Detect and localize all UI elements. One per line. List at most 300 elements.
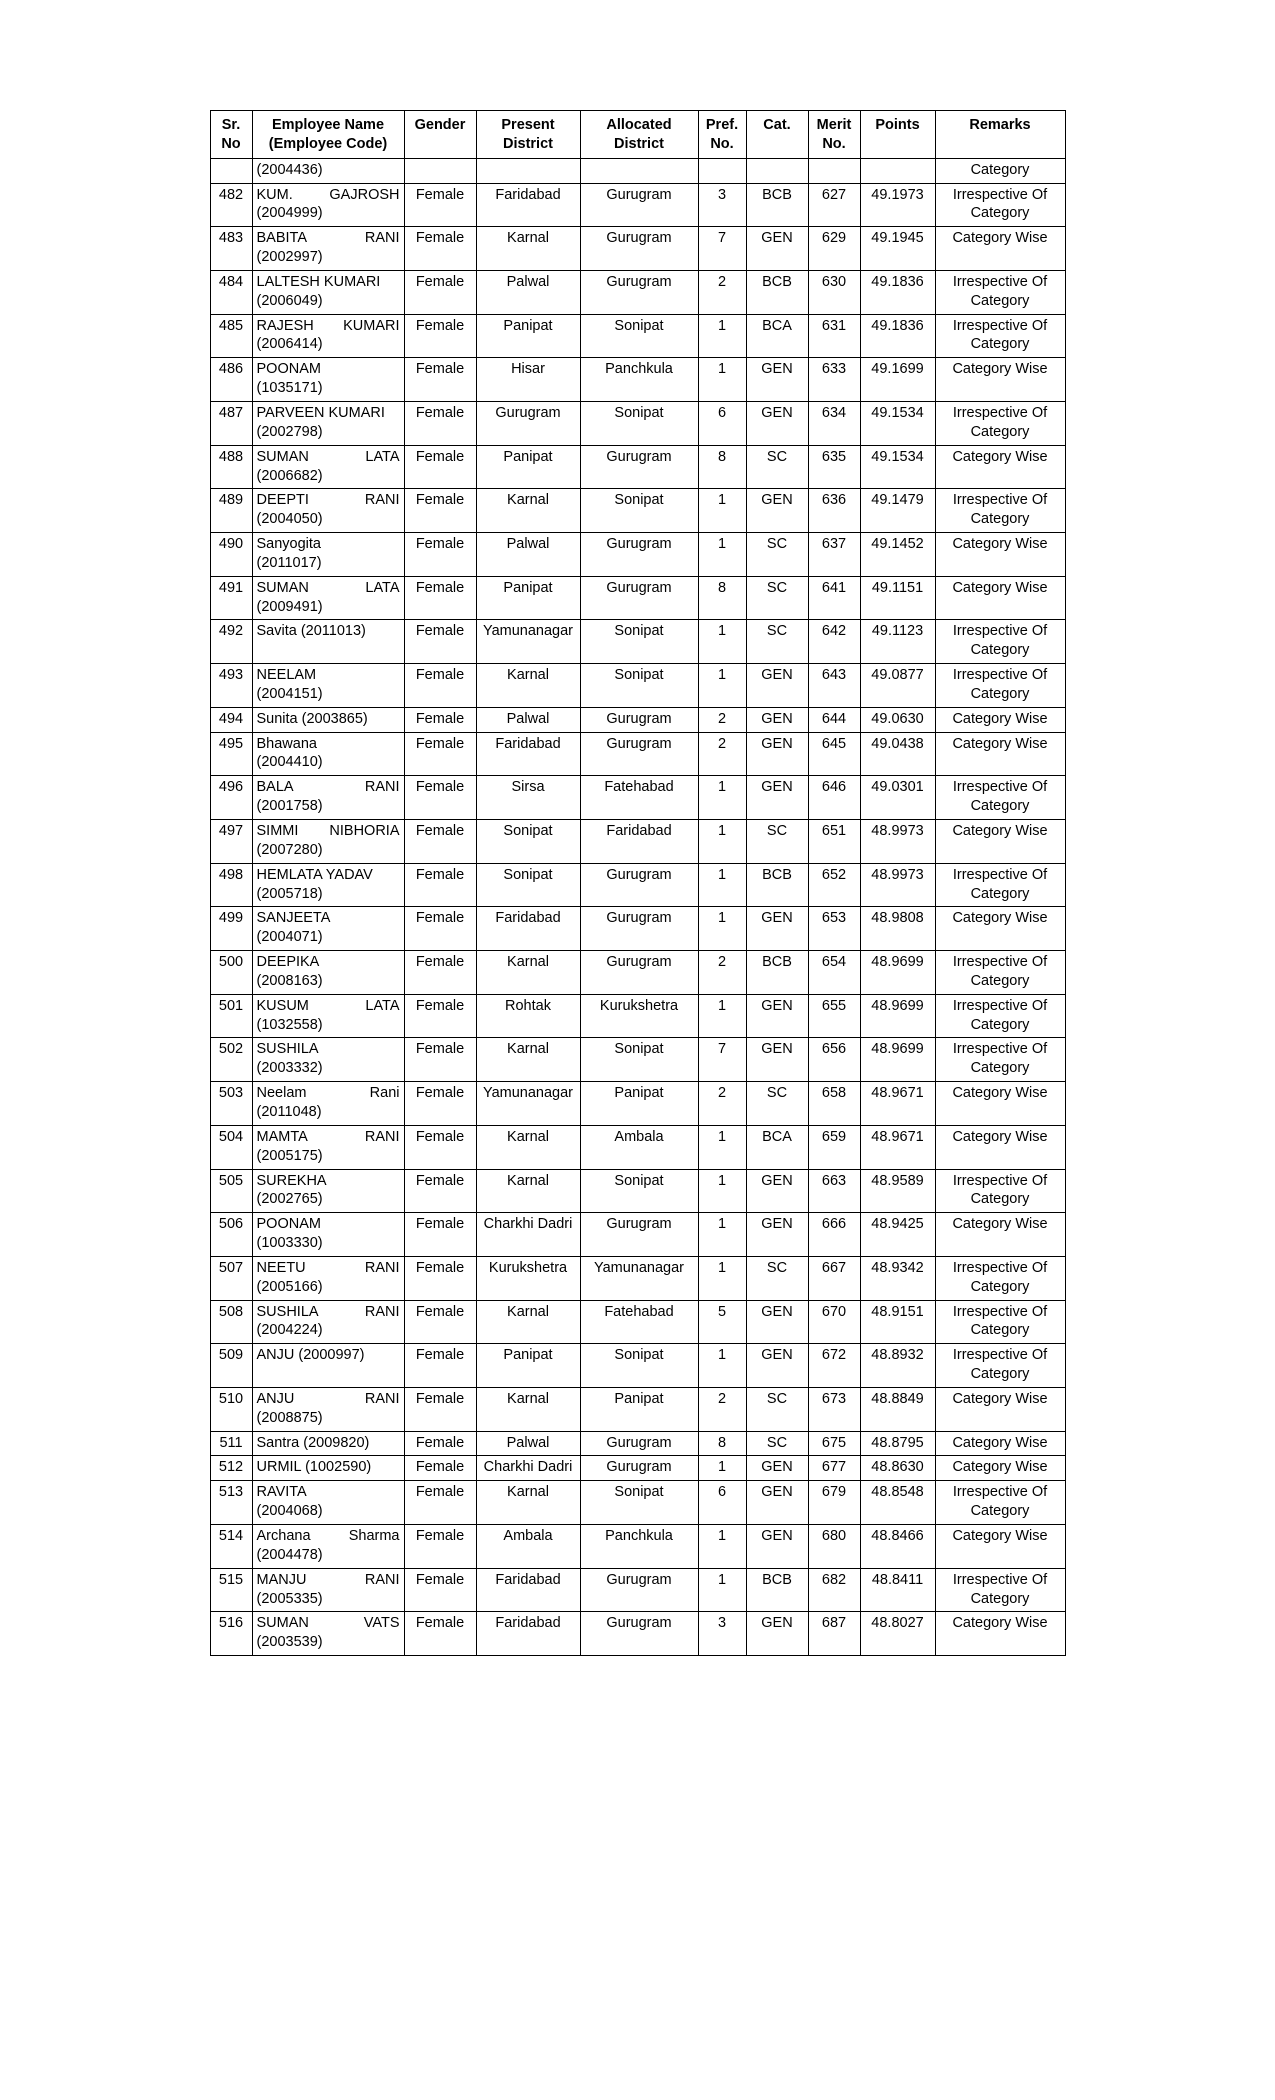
cell-remarks: Irrespective Of Category xyxy=(935,489,1065,533)
employee-code-text: (2005335) xyxy=(256,1590,323,1607)
cell-remarks: Category Wise xyxy=(935,707,1065,732)
cell-gender: Female xyxy=(404,1612,476,1656)
cell-sr-no: 485 xyxy=(210,314,252,358)
cell-gender: Female xyxy=(404,1568,476,1612)
table-row xyxy=(210,707,1065,732)
employee-name-text: SUSHILA xyxy=(256,1041,319,1058)
cell-merit-no: 673 xyxy=(808,1387,860,1431)
cell-allocated-district: Gurugram xyxy=(580,227,698,271)
table-row xyxy=(210,776,1065,820)
cell-gender: Female xyxy=(404,1125,476,1169)
cell-points: 48.8795 xyxy=(860,1431,935,1456)
cell-employee-name xyxy=(252,664,404,708)
cell-allocated-district: Sonipat xyxy=(580,1038,698,1082)
cell-gender: Female xyxy=(404,1169,476,1213)
cell-present-district xyxy=(476,158,580,183)
employee-code-text: (2004224) xyxy=(256,1322,323,1339)
cell-sr-no: 513 xyxy=(210,1481,252,1525)
cell-allocated-district: Sonipat xyxy=(580,489,698,533)
employee-name-text: SUMAN LATA xyxy=(256,579,400,596)
cell-points: 49.1452 xyxy=(860,533,935,577)
table-row xyxy=(210,1038,1065,1082)
cell-remarks: Category Wise xyxy=(935,820,1065,864)
merit-allotment-table xyxy=(210,110,1066,1656)
cell-remarks: Irrespective Of Category xyxy=(935,314,1065,358)
cell-merit-no: 679 xyxy=(808,1481,860,1525)
table-row xyxy=(210,994,1065,1038)
cell-cat: SC xyxy=(746,533,808,577)
cell-sr-no: 487 xyxy=(210,401,252,445)
employee-name-text: NEETU RANI xyxy=(256,1259,400,1276)
cell-present-district: Karnal xyxy=(476,951,580,995)
cell-allocated-district: Gurugram xyxy=(580,445,698,489)
cell-gender: Female xyxy=(404,1213,476,1257)
cell-merit-no: 663 xyxy=(808,1169,860,1213)
employee-name-text: ANJU (2000997) xyxy=(256,1347,365,1364)
cell-employee-name xyxy=(252,863,404,907)
cell-merit-no: 635 xyxy=(808,445,860,489)
table-row xyxy=(210,489,1065,533)
table-row xyxy=(210,1431,1065,1456)
cell-merit-no: 642 xyxy=(808,620,860,664)
cell-allocated-district: Gurugram xyxy=(580,732,698,776)
employee-code-text: (2006414) xyxy=(256,336,323,353)
cell-pref-no xyxy=(698,158,746,183)
cell-pref-no: 1 xyxy=(698,314,746,358)
cell-points: 48.9671 xyxy=(860,1082,935,1126)
cell-cat: GEN xyxy=(746,907,808,951)
column-header-gender xyxy=(404,111,476,159)
employee-name-text: URMIL (1002590) xyxy=(256,1459,372,1476)
cell-cat: SC xyxy=(746,620,808,664)
table-row xyxy=(210,1481,1065,1525)
cell-gender: Female xyxy=(404,1431,476,1456)
cell-employee-name xyxy=(252,1082,404,1126)
cell-allocated-district: Fatehabad xyxy=(580,1300,698,1344)
cell-sr-no: 490 xyxy=(210,533,252,577)
cell-remarks: Irrespective Of Category xyxy=(935,1169,1065,1213)
cell-merit-no: 667 xyxy=(808,1256,860,1300)
cell-cat: BCA xyxy=(746,1125,808,1169)
cell-points: 49.1945 xyxy=(860,227,935,271)
cell-allocated-district: Sonipat xyxy=(580,1481,698,1525)
cell-gender: Female xyxy=(404,664,476,708)
employee-name-text: MANJU RANI xyxy=(256,1571,400,1588)
cell-employee-name xyxy=(252,820,404,864)
cell-remarks: Category Wise xyxy=(935,445,1065,489)
table-row xyxy=(210,1612,1065,1656)
cell-sr-no: 516 xyxy=(210,1612,252,1656)
cell-gender: Female xyxy=(404,1387,476,1431)
employee-code-text: (2005175) xyxy=(256,1147,323,1164)
cell-pref-no: 1 xyxy=(698,1125,746,1169)
cell-pref-no: 1 xyxy=(698,1213,746,1257)
table-row xyxy=(210,620,1065,664)
cell-allocated-district: Yamunanagar xyxy=(580,1256,698,1300)
table-row xyxy=(210,1256,1065,1300)
cell-cat: SC xyxy=(746,445,808,489)
cell-present-district: Sirsa xyxy=(476,776,580,820)
cell-cat: SC xyxy=(746,1256,808,1300)
cell-remarks: Irrespective Of Category xyxy=(935,270,1065,314)
employee-name-text: BALA RANI xyxy=(256,779,400,796)
cell-remarks: Irrespective Of Category xyxy=(935,1300,1065,1344)
cell-present-district: Faridabad xyxy=(476,1612,580,1656)
cell-gender: Female xyxy=(404,227,476,271)
cell-employee-name xyxy=(252,1456,404,1481)
cell-points: 48.9699 xyxy=(860,1038,935,1082)
cell-pref-no: 2 xyxy=(698,951,746,995)
employee-code-text: (2002765) xyxy=(256,1191,323,1208)
cell-remarks: Irrespective Of Category xyxy=(935,994,1065,1038)
cell-points: 49.1534 xyxy=(860,401,935,445)
cell-sr-no: 488 xyxy=(210,445,252,489)
cell-merit-no: 654 xyxy=(808,951,860,995)
cell-allocated-district: Gurugram xyxy=(580,951,698,995)
cell-cat: GEN xyxy=(746,1612,808,1656)
cell-pref-no: 1 xyxy=(698,358,746,402)
cell-sr-no: 489 xyxy=(210,489,252,533)
cell-present-district: Panipat xyxy=(476,576,580,620)
cell-present-district: Palwal xyxy=(476,533,580,577)
table-row xyxy=(210,1125,1065,1169)
employee-code-text: (2006682) xyxy=(256,467,323,484)
employee-code-text: (2009491) xyxy=(256,598,323,615)
cell-present-district: Karnal xyxy=(476,1300,580,1344)
cell-points: 48.9699 xyxy=(860,994,935,1038)
column-header-points xyxy=(860,111,935,159)
cell-cat: BCB xyxy=(746,270,808,314)
cell-pref-no: 6 xyxy=(698,401,746,445)
cell-pref-no: 1 xyxy=(698,1568,746,1612)
column-header-present-district xyxy=(476,111,580,159)
cell-present-district: Panipat xyxy=(476,445,580,489)
column-header-remarks xyxy=(935,111,1065,159)
cell-allocated-district: Gurugram xyxy=(580,1568,698,1612)
cell-sr-no: 507 xyxy=(210,1256,252,1300)
cell-allocated-district: Kurukshetra xyxy=(580,994,698,1038)
table-row xyxy=(210,907,1065,951)
cell-remarks: Irrespective Of Category xyxy=(935,776,1065,820)
cell-present-district: Palwal xyxy=(476,707,580,732)
cell-points: 48.9151 xyxy=(860,1300,935,1344)
cell-merit-no: 637 xyxy=(808,533,860,577)
header-line-1: Present xyxy=(501,117,555,133)
header-line-2: No xyxy=(221,135,241,152)
cell-allocated-district: Sonipat xyxy=(580,664,698,708)
employee-name-text: PARVEEN KUMARI xyxy=(256,404,385,421)
cell-pref-no: 1 xyxy=(698,820,746,864)
header-line-2: (Employee Code) xyxy=(268,135,388,152)
cell-employee-name xyxy=(252,1213,404,1257)
cell-merit-no: 658 xyxy=(808,1082,860,1126)
header-line-2: District xyxy=(503,135,553,152)
cell-gender: Female xyxy=(404,1481,476,1525)
cell-sr-no xyxy=(210,158,252,183)
employee-name-text: HEMLATA YADAV xyxy=(256,866,373,883)
cell-sr-no: 515 xyxy=(210,1568,252,1612)
cell-present-district: Faridabad xyxy=(476,907,580,951)
cell-merit-no: 645 xyxy=(808,732,860,776)
cell-sr-no: 492 xyxy=(210,620,252,664)
cell-points: 49.1151 xyxy=(860,576,935,620)
cell-present-district: Sonipat xyxy=(476,863,580,907)
cell-cat: GEN xyxy=(746,1481,808,1525)
header-line-1: Employee Name xyxy=(271,117,385,133)
cell-points: 48.9342 xyxy=(860,1256,935,1300)
cell-employee-name xyxy=(252,1300,404,1344)
header-line-2: District xyxy=(614,135,664,152)
table-row xyxy=(210,1344,1065,1388)
cell-merit-no: 670 xyxy=(808,1300,860,1344)
cell-cat: GEN xyxy=(746,1300,808,1344)
cell-allocated-district: Sonipat xyxy=(580,1169,698,1213)
cell-cat: GEN xyxy=(746,358,808,402)
employee-name-text: Santra (2009820) xyxy=(256,1434,370,1451)
cell-remarks: Irrespective Of Category xyxy=(935,951,1065,995)
cell-allocated-district: Fatehabad xyxy=(580,776,698,820)
header-line-1: Pref. xyxy=(705,117,739,133)
cell-cat: BCB xyxy=(746,863,808,907)
cell-cat: GEN xyxy=(746,1344,808,1388)
cell-merit-no: 651 xyxy=(808,820,860,864)
employee-code-text: (1032558) xyxy=(256,1016,323,1033)
employee-code-text: (2004999) xyxy=(256,205,323,222)
cell-remarks: Irrespective Of Category xyxy=(935,1481,1065,1525)
cell-points: 48.8466 xyxy=(860,1525,935,1569)
employee-code-text: (2004436) xyxy=(256,161,323,178)
cell-pref-no: 1 xyxy=(698,776,746,820)
cell-employee-name xyxy=(252,1612,404,1656)
cell-sr-no: 509 xyxy=(210,1344,252,1388)
cell-sr-no: 500 xyxy=(210,951,252,995)
cell-allocated-district: Sonipat xyxy=(580,401,698,445)
cell-allocated-district: Sonipat xyxy=(580,314,698,358)
cell-pref-no: 8 xyxy=(698,445,746,489)
employee-name-text: Sunita (2003865) xyxy=(256,710,368,727)
cell-sr-no: 483 xyxy=(210,227,252,271)
cell-points: 49.1836 xyxy=(860,314,935,358)
table-row xyxy=(210,951,1065,995)
cell-cat: GEN xyxy=(746,1456,808,1481)
cell-sr-no: 508 xyxy=(210,1300,252,1344)
cell-allocated-district: Gurugram xyxy=(580,533,698,577)
cell-points: 48.8630 xyxy=(860,1456,935,1481)
cell-cat: GEN xyxy=(746,732,808,776)
cell-gender: Female xyxy=(404,732,476,776)
employee-name-text: BABITA RANI xyxy=(256,230,400,247)
cell-gender: Female xyxy=(404,951,476,995)
employee-name-text: SANJEETA xyxy=(256,910,331,927)
cell-cat: BCB xyxy=(746,183,808,227)
cell-remarks: Category Wise xyxy=(935,358,1065,402)
header-line-1: Cat. xyxy=(763,117,791,133)
column-header-employee-name xyxy=(252,111,404,159)
employee-name-text: ANJU RANI xyxy=(256,1390,400,1407)
cell-present-district: Karnal xyxy=(476,664,580,708)
cell-allocated-district: Ambala xyxy=(580,1125,698,1169)
header-line-1: Sr. xyxy=(221,117,241,133)
cell-points: 49.1534 xyxy=(860,445,935,489)
cell-present-district: Ambala xyxy=(476,1525,580,1569)
cell-remarks: Category Wise xyxy=(935,1525,1065,1569)
cell-remarks: Irrespective Of Category xyxy=(935,1344,1065,1388)
cell-employee-name xyxy=(252,1481,404,1525)
cell-present-district: Karnal xyxy=(476,1038,580,1082)
cell-cat: GEN xyxy=(746,994,808,1038)
cell-sr-no: 482 xyxy=(210,183,252,227)
table-row xyxy=(210,732,1065,776)
employee-code-text: (2004071) xyxy=(256,929,323,946)
cell-pref-no: 2 xyxy=(698,732,746,776)
cell-remarks: Category Wise xyxy=(935,576,1065,620)
column-header-pref-no xyxy=(698,111,746,159)
cell-cat: SC xyxy=(746,1387,808,1431)
cell-cat: GEN xyxy=(746,1169,808,1213)
cell-employee-name xyxy=(252,1344,404,1388)
cell-allocated-district: Gurugram xyxy=(580,1431,698,1456)
cell-allocated-district: Gurugram xyxy=(580,270,698,314)
cell-merit-no: 633 xyxy=(808,358,860,402)
cell-gender: Female xyxy=(404,576,476,620)
cell-merit-no: 682 xyxy=(808,1568,860,1612)
cell-employee-name xyxy=(252,1431,404,1456)
cell-pref-no: 6 xyxy=(698,1481,746,1525)
cell-sr-no: 503 xyxy=(210,1082,252,1126)
cell-present-district: Faridabad xyxy=(476,183,580,227)
cell-employee-name xyxy=(252,1525,404,1569)
cell-sr-no: 506 xyxy=(210,1213,252,1257)
cell-sr-no: 510 xyxy=(210,1387,252,1431)
cell-present-district: Karnal xyxy=(476,1125,580,1169)
cell-employee-name xyxy=(252,358,404,402)
cell-points: 49.0301 xyxy=(860,776,935,820)
cell-points: 48.9699 xyxy=(860,951,935,995)
cell-merit-no: 652 xyxy=(808,863,860,907)
cell-gender: Female xyxy=(404,489,476,533)
cell-gender: Female xyxy=(404,445,476,489)
cell-merit-no: 630 xyxy=(808,270,860,314)
cell-remarks: Irrespective Of Category xyxy=(935,1038,1065,1082)
cell-pref-no: 2 xyxy=(698,270,746,314)
cell-gender: Female xyxy=(404,1456,476,1481)
column-header-sr-no xyxy=(210,111,252,159)
employee-code-text: (2003539) xyxy=(256,1634,323,1651)
cell-allocated-district: Faridabad xyxy=(580,820,698,864)
cell-merit-no: 666 xyxy=(808,1213,860,1257)
table-row xyxy=(210,533,1065,577)
cell-merit-no: 643 xyxy=(808,664,860,708)
table-row xyxy=(210,1525,1065,1569)
employee-code-text: (2011048) xyxy=(256,1103,322,1120)
cell-allocated-district: Panipat xyxy=(580,1387,698,1431)
cell-points: 49.0438 xyxy=(860,732,935,776)
cell-gender: Female xyxy=(404,314,476,358)
cell-remarks: Irrespective Of Category xyxy=(935,620,1065,664)
cell-merit-no: 634 xyxy=(808,401,860,445)
employee-code-text: (2008875) xyxy=(256,1409,323,1426)
cell-gender: Female xyxy=(404,1038,476,1082)
table-row xyxy=(210,576,1065,620)
cell-merit-no: 659 xyxy=(808,1125,860,1169)
employee-code-text: (2007280) xyxy=(256,841,323,858)
cell-points: 49.1973 xyxy=(860,183,935,227)
cell-present-district: Yamunanagar xyxy=(476,620,580,664)
cell-employee-name xyxy=(252,994,404,1038)
cell-remarks: Irrespective Of Category xyxy=(935,664,1065,708)
cell-merit-no: 627 xyxy=(808,183,860,227)
employee-code-text: (2001758) xyxy=(256,798,323,815)
employee-name-text: RAVITA xyxy=(256,1484,307,1501)
employee-name-text: SUMAN LATA xyxy=(256,448,400,465)
cell-remarks: Category Wise xyxy=(935,1387,1065,1431)
cell-points: 49.1479 xyxy=(860,489,935,533)
header-line-1: Merit xyxy=(816,117,852,133)
cell-present-district: Palwal xyxy=(476,270,580,314)
cell-sr-no: 495 xyxy=(210,732,252,776)
employee-name-text: SIMMI NIBHORIA xyxy=(256,823,400,839)
employee-name-text: Archana Sharma xyxy=(256,1528,400,1544)
employee-name-text: DEEPTI RANI xyxy=(256,492,400,509)
cell-sr-no: 512 xyxy=(210,1456,252,1481)
employee-name-text: RAJESH KUMARI xyxy=(256,317,400,334)
cell-allocated-district: Gurugram xyxy=(580,1456,698,1481)
cell-remarks: Category Wise xyxy=(935,1612,1065,1656)
cell-cat: GEN xyxy=(746,227,808,271)
employee-name-text: DEEPIKA xyxy=(256,954,320,971)
cell-cat: GEN xyxy=(746,489,808,533)
cell-merit-no: 644 xyxy=(808,707,860,732)
cell-points: 48.8548 xyxy=(860,1481,935,1525)
cell-points: 49.0630 xyxy=(860,707,935,732)
cell-employee-name xyxy=(252,576,404,620)
table-header xyxy=(210,111,1065,159)
cell-remarks: Category Wise xyxy=(935,1213,1065,1257)
table-row xyxy=(210,270,1065,314)
employee-name-text: Sanyogita xyxy=(256,536,321,553)
table-row xyxy=(210,183,1065,227)
cell-cat: GEN xyxy=(746,1038,808,1082)
employee-name-text: SUSHILA RANI xyxy=(256,1303,400,1320)
cell-merit-no: 675 xyxy=(808,1431,860,1456)
cell-merit-no: 646 xyxy=(808,776,860,820)
cell-employee-name xyxy=(252,270,404,314)
cell-remarks: Category Wise xyxy=(935,1431,1065,1456)
cell-sr-no: 514 xyxy=(210,1525,252,1569)
cell-points: 48.9973 xyxy=(860,820,935,864)
cell-present-district: Charkhi Dadri xyxy=(476,1456,580,1481)
cell-gender: Female xyxy=(404,183,476,227)
cell-points: 48.9808 xyxy=(860,907,935,951)
employee-code-text: (1035171) xyxy=(256,380,323,397)
cell-points: 49.1836 xyxy=(860,270,935,314)
cell-gender: Female xyxy=(404,994,476,1038)
cell-gender: Female xyxy=(404,533,476,577)
employee-code-text: (2003332) xyxy=(256,1060,323,1077)
cell-points: 48.9589 xyxy=(860,1169,935,1213)
header-line-1: Points xyxy=(875,117,920,133)
table-row xyxy=(210,1213,1065,1257)
cell-remarks: Irrespective Of Category xyxy=(935,183,1065,227)
employee-code-text: (1003330) xyxy=(256,1235,323,1252)
employee-name-text: NEELAM xyxy=(256,667,317,684)
cell-gender: Female xyxy=(404,820,476,864)
cell-employee-name xyxy=(252,707,404,732)
cell-sr-no: 502 xyxy=(210,1038,252,1082)
table-body xyxy=(210,158,1065,1655)
cell-points: 48.8932 xyxy=(860,1344,935,1388)
cell-pref-no: 1 xyxy=(698,907,746,951)
